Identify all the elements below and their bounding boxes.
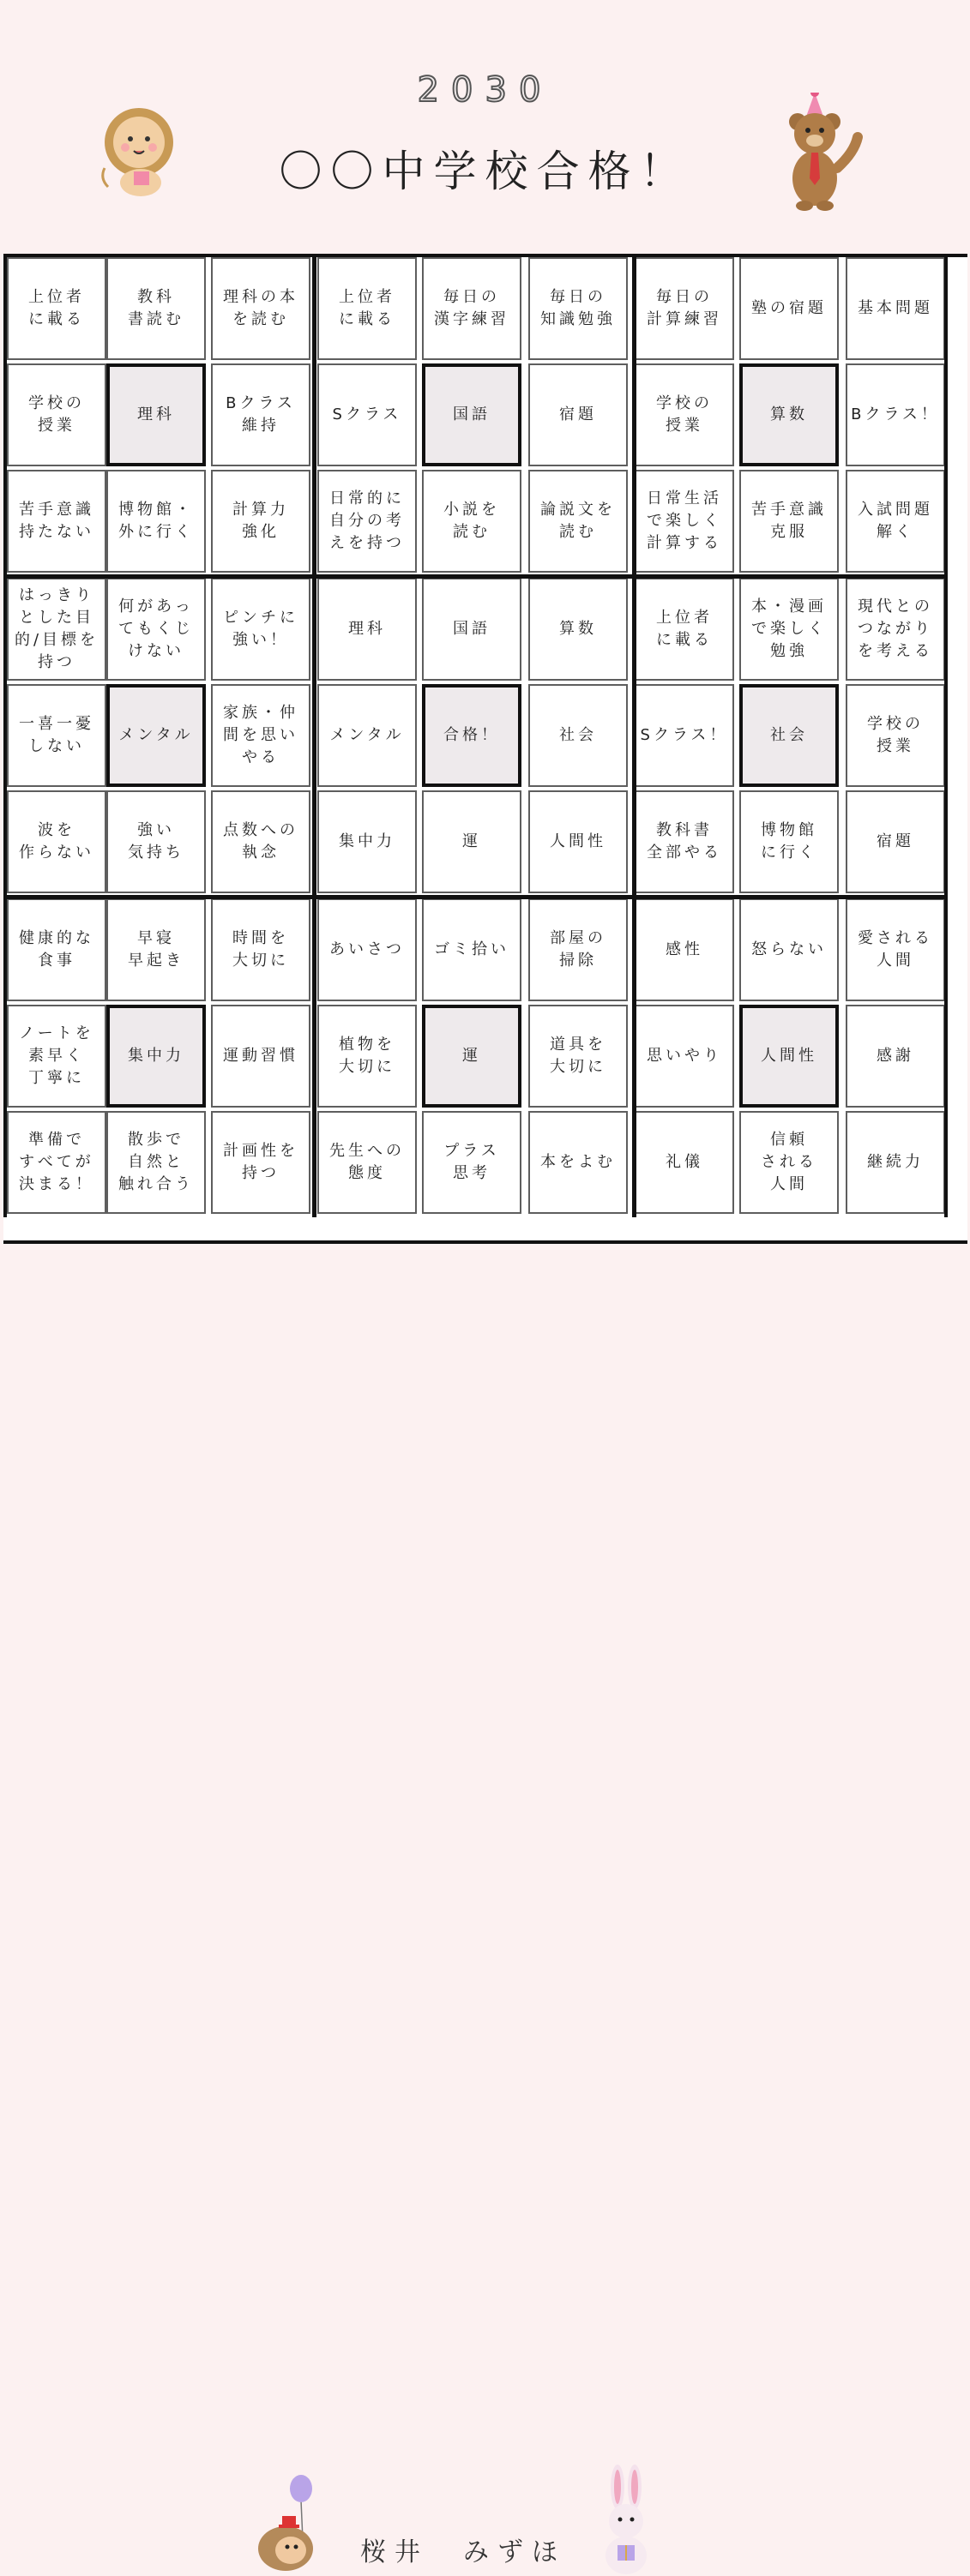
goal-cell: 国語 (422, 578, 521, 681)
goal-cell: 運 (422, 790, 521, 893)
goal-cell: 継続力 (846, 1111, 945, 1214)
goal-cell: 博物館 に行く (739, 790, 839, 893)
goal-cell: 思いやり (635, 1005, 734, 1108)
goal-cell: 毎日の 計算練習 (635, 257, 734, 360)
goal-cell: 波を 作らない (7, 790, 106, 893)
goal-cell: 社会 (528, 684, 628, 787)
goal-cell: 基本問題 (846, 257, 945, 360)
goal-cell: 強い 気持ち (106, 790, 206, 893)
goal-cell: はっきり とした目 的/目標を 持つ (7, 578, 106, 681)
lion-icon (96, 101, 182, 200)
goal-cell: 塾の宿題 (739, 257, 839, 360)
theme-cell: 集中力 (106, 1005, 206, 1108)
goal-cell: 健康的な 食事 (7, 898, 106, 1001)
goal-cell: 本をよむ (528, 1111, 628, 1214)
goal-cell: メンタル (317, 684, 417, 787)
mandala-chart (3, 254, 967, 1244)
goal-cell: 算数 (528, 578, 628, 681)
block-divider (312, 257, 316, 1217)
goal-cell: 博物館・ 外に行く (106, 470, 206, 573)
footer (0, 1240, 970, 2567)
goal-cell: 愛される 人間 (846, 898, 945, 1001)
grid-border (3, 257, 7, 1217)
block-divider (632, 257, 636, 1217)
goal-cell: 学校の 授業 (7, 363, 106, 466)
goal-cell: 運動習慣 (211, 1005, 310, 1108)
theme-cell: 理科 (106, 363, 206, 466)
grid-border (944, 257, 948, 1217)
block-divider (3, 574, 947, 579)
goal-cell: 感性 (635, 898, 734, 1001)
goal-cell: 入試問題 解く (846, 470, 945, 573)
goal-cell: ノートを 素早く 丁寧に (7, 1005, 106, 1108)
hedgehog-icon (253, 2473, 322, 2576)
theme-cell: 算数 (739, 363, 839, 466)
goal-cell: 早寝 早起き (106, 898, 206, 1001)
theme-cell: 社会 (739, 684, 839, 787)
goal-cell: 人間性 (528, 790, 628, 893)
goal-cell: 怒らない (739, 898, 839, 1001)
goal-cell: 小説を 読む (422, 470, 521, 573)
goal-cell: 苦手意識 持たない (7, 470, 106, 573)
goal-cell: Sクラス (317, 363, 417, 466)
goal-cell: 教科書 全部やる (635, 790, 734, 893)
goal-cell: 学校の 授業 (635, 363, 734, 466)
goal-cell: 本・漫画 で楽しく 勉強 (739, 578, 839, 681)
theme-cell: 合格！ (422, 684, 521, 787)
goal-cell: 学校の 授業 (846, 684, 945, 787)
goal-cell: ピンチに 強い！ (211, 578, 310, 681)
theme-cell: 人間性 (739, 1005, 839, 1108)
goal-cell: 道具を 大切に (528, 1005, 628, 1108)
goal-cell: 先生への 態度 (317, 1111, 417, 1214)
goal-cell: あいさつ (317, 898, 417, 1001)
goal-cell: 一喜一憂 しない (7, 684, 106, 787)
bear-icon (772, 93, 871, 213)
theme-cell: メンタル (106, 684, 206, 787)
goal-cell: ゴミ拾い (422, 898, 521, 1001)
goal-cell: 日常的に 自分の考 えを持つ (317, 470, 417, 573)
goal-cell: 礼儀 (635, 1111, 734, 1214)
goal-cell: 信頼 される 人間 (739, 1111, 839, 1214)
year-label: 2030 (417, 70, 553, 110)
goal-cell: 計算力 強化 (211, 470, 310, 573)
goal-cell: 教科 書読む (106, 257, 206, 360)
goal-cell: 宿題 (846, 790, 945, 893)
goal-cell: 論説文を 読む (528, 470, 628, 573)
goal-cell: 理科 (317, 578, 417, 681)
block-divider (3, 895, 947, 899)
goal-cell: プラス 思考 (422, 1111, 521, 1214)
goal-cell: 部屋の 掃除 (528, 898, 628, 1001)
goal-cell: 集中力 (317, 790, 417, 893)
goal-cell: 現代との つながり を考える (846, 578, 945, 681)
goal-cell: Bクラス！ (846, 363, 945, 466)
goal-cell: 苦手意識 克服 (739, 470, 839, 573)
goal-cell: 宿題 (528, 363, 628, 466)
goal-cell: 点数への 執念 (211, 790, 310, 893)
goal-cell: 計画性を 持つ (211, 1111, 310, 1214)
goal-cell: 植物を 大切に (317, 1005, 417, 1108)
goal-cell: 毎日の 漢字練習 (422, 257, 521, 360)
goal-cell: 何があっ てもくじ けない (106, 578, 206, 681)
goal-cell: 散歩で 自然と 触れ合う (106, 1111, 206, 1214)
rabbit-icon (592, 2465, 660, 2576)
goal-cell: 感謝 (846, 1005, 945, 1108)
goal-cell: 準備で すべてが 決まる！ (7, 1111, 106, 1214)
goal-cell: 家族・仲 間を思い やる (211, 684, 310, 787)
goal-cell: Bクラス 維持 (211, 363, 310, 466)
goal-cell: 理科の本 を読む (211, 257, 310, 360)
header (0, 0, 970, 250)
goal-cell: 毎日の 知識勉強 (528, 257, 628, 360)
goal-cell: 上位者 に載る (317, 257, 417, 360)
page-title: 〇〇中学校合格！ (279, 147, 691, 196)
goal-cell: 時間を 大切に (211, 898, 310, 1001)
goal-cell: 日常生活 で楽しく 計算する (635, 470, 734, 573)
goal-cell: 上位者 に載る (7, 257, 106, 360)
theme-cell: 運 (422, 1005, 521, 1108)
goal-cell: Sクラス！ (635, 684, 734, 787)
theme-cell: 国語 (422, 363, 521, 466)
goal-cell: 上位者 に載る (635, 578, 734, 681)
signature: 桜井 みずほ (360, 2537, 566, 2567)
